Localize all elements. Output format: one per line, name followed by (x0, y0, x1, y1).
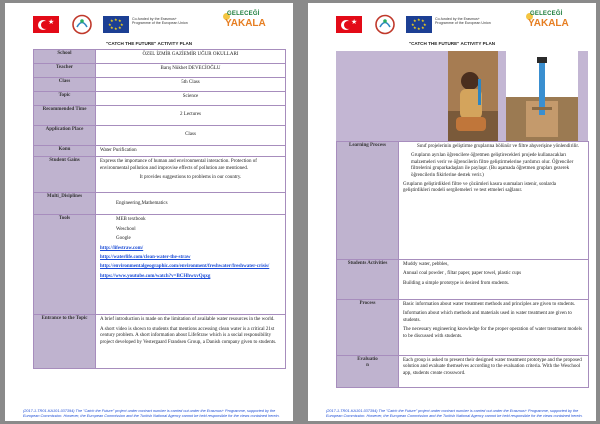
school-value: ÖZEL İZMİR GAZİEMİR UĞUR OKULLARI (96, 50, 286, 64)
table-row (34, 215, 286, 315)
gains-value (96, 157, 286, 193)
page-right (308, 3, 596, 421)
row-label: Tools (34, 215, 96, 315)
row-label: Entrance to the Topic (34, 315, 96, 369)
eu-flag-icon: ★ ★ ★ ★ ★ ★ ★ ★ (103, 16, 129, 33)
header-logos (308, 3, 596, 39)
process-value (399, 300, 589, 356)
eu-flag-icon: ★ ★ ★ ★ ★ ★ ★ ★ (406, 16, 432, 33)
table-row (34, 157, 286, 193)
tool-item: MEB textbook (116, 217, 146, 223)
table-row (34, 78, 286, 92)
row-label: School (34, 50, 96, 64)
gains-paragraph: It provides suggestions to problems in our country. (139, 175, 242, 181)
row-label: Multi_Disiplines (34, 193, 96, 215)
learning-paragraph: Grupların geliştirdikleri filtre ve çözümleri kasıra sunmaları istenir, sonlarda geliştirdikleri modeli sergilemeleri ve test etmeleri sağlanır. (403, 182, 556, 194)
table-row (34, 106, 286, 126)
class-value: 5th Class (96, 78, 286, 92)
table-row (34, 315, 286, 369)
time-value: 2 Lectures (96, 106, 286, 126)
eu-cofunded-text: Co-funded by the Erasmus+ Programme of the European Union (435, 17, 491, 26)
national-agency-logo-icon (71, 14, 93, 35)
table-row (337, 300, 589, 356)
topic-value: Science (96, 92, 286, 106)
tool-item: Google (116, 236, 131, 242)
row-label: Process (337, 300, 399, 356)
page-title: "CATCH THE FUTURE" ACTIVITY PLAN (105, 41, 193, 46)
tool-link[interactable]: http://lifestraw.com/ (100, 245, 144, 251)
row-label: Students Activities (337, 260, 399, 300)
process-paragraph: Information about which methods and materials used in water treatment are given to students. (403, 311, 572, 323)
table-row (34, 50, 286, 64)
evaluation-value: Each group is asked to present their designed water treatment prototype and the proposed solution and evaluate themselves according to the evaluation criteria. With the Weschool app, students create crossword. (399, 356, 589, 388)
process-paragraph: Basic information about water treatment methods and principles are given to students. (403, 302, 576, 307)
entrance-value (96, 315, 286, 369)
image-row (336, 51, 588, 141)
tool-link[interactable]: http://environmentalgeographic.com/environment/freshwater/freshwater-crisis/ (100, 264, 270, 270)
activity-item: Building a simple prototype is desired from students. (403, 280, 510, 286)
activity-item: Muddy water, pebbles, (403, 262, 449, 267)
table-row (34, 92, 286, 106)
row-label: Teacher (34, 64, 96, 78)
process-paragraph: The necessary engineering knowledge for the proper operation of water treatment models to be discussed with students. (403, 327, 582, 339)
gains-paragraph: Express the importance of human and environmental interaction. Protection of environmental pollution and improvise effects of pollution are mentioned. (100, 159, 257, 171)
konu-value: Water Purification (96, 146, 286, 157)
multi-value: Engineering,Mathematics (96, 193, 286, 215)
table-row (337, 356, 589, 388)
project-logo: GELECEĞİ YAKALA (528, 11, 569, 29)
row-label: Recommended Time (34, 106, 96, 126)
page-left (5, 3, 293, 421)
tool-item: Weschool (116, 226, 136, 232)
table-row (34, 146, 286, 157)
row-label: Student Gains (34, 157, 96, 193)
table-row (34, 126, 286, 146)
table-row (34, 193, 286, 215)
page-title: "CATCH THE FUTURE" ACTIVITY PLAN (408, 41, 496, 46)
footer-text: (2017-1-TR01-KA101-037394) The "Catch the Future" project under contract number is carried out under the Erasmus+ Programme, supported by the European Commission. However, the European Commission and the Turkish National Agency cannot be held responsible for the views contained herein. (23, 408, 280, 418)
child-drinking-photo (448, 51, 498, 141)
row-label: Konu (34, 146, 96, 157)
learning-paragraph: Sınıf projelerinin geliştirme gruplarına bölünür ve filtre ahşverişine yönlendirilir. (417, 144, 580, 149)
table-row (34, 64, 286, 78)
table-row (337, 260, 589, 300)
tools-value (96, 215, 286, 315)
activity-plan-table (33, 49, 286, 369)
turkish-flag-icon: ★ (336, 16, 362, 33)
table-row (337, 142, 589, 260)
learning-paragraph: Grupların ayrılan öğrencilere öğretmen geliştirecekleri projede kullanacakları malzemeleri verir ve öğrencilerin filtre geliştirmelerine yardımcı olur. Öğrenciler filtrelerini gruparkadaşları ile paylaşır. (Bu aşamada öğretmen grupları gezerek öğrencilerin fikirlerine destek verir.) (411, 153, 574, 178)
footer-text: (2017-1-TR01-KA101-037394) The "Catch the Future" project under contract number is carried out under the Erasmus+ Programme, supported by the European Commission. However, the European Commission and the Turkish National Agency cannot be held responsible for the views contained herein. (326, 408, 583, 418)
project-logo: GELECEĞİ YAKALA (225, 11, 266, 29)
turkish-flag-icon: ★ (33, 16, 59, 33)
activity-item: Annual coal powder , filtar paper, paper towel, plastic cups (403, 271, 522, 277)
entrance-paragraph: A brief introduction is made on the limitation of available water resources in the world. (100, 317, 275, 323)
tool-link[interactable]: http://waterlife.com/clean-water-the-straw (100, 255, 191, 261)
row-label: Learning Process (337, 142, 399, 260)
activity-plan-table-2 (336, 141, 589, 388)
row-label: Topic (34, 92, 96, 106)
teacher-value: Barış Nükhet DEVECİOĞLU (96, 64, 286, 78)
entrance-paragraph: A short video is shown to students that mentions accessing clean water is a critical 21st century problem. A short information about LifeStraw which is a social responsibility project developed by Vestergaard Frandsen Group, a Danish company given to students. (100, 326, 277, 345)
eu-cofunded-text: Co-funded by the Erasmus+ Programme of the European Union (132, 17, 188, 26)
row-label: Application Place (34, 126, 96, 146)
place-value: Class (96, 126, 286, 146)
activities-value (399, 260, 589, 300)
row-label: Evaluatio n (337, 356, 399, 388)
learning-value (399, 142, 589, 260)
row-label: Class (34, 78, 96, 92)
lifestraw-diagram (506, 51, 578, 141)
header-logos (5, 3, 293, 39)
tool-link[interactable]: https://www.youtube.com/watch?v=BCHhwxvQqxg (100, 273, 211, 279)
national-agency-logo-icon (374, 14, 396, 35)
